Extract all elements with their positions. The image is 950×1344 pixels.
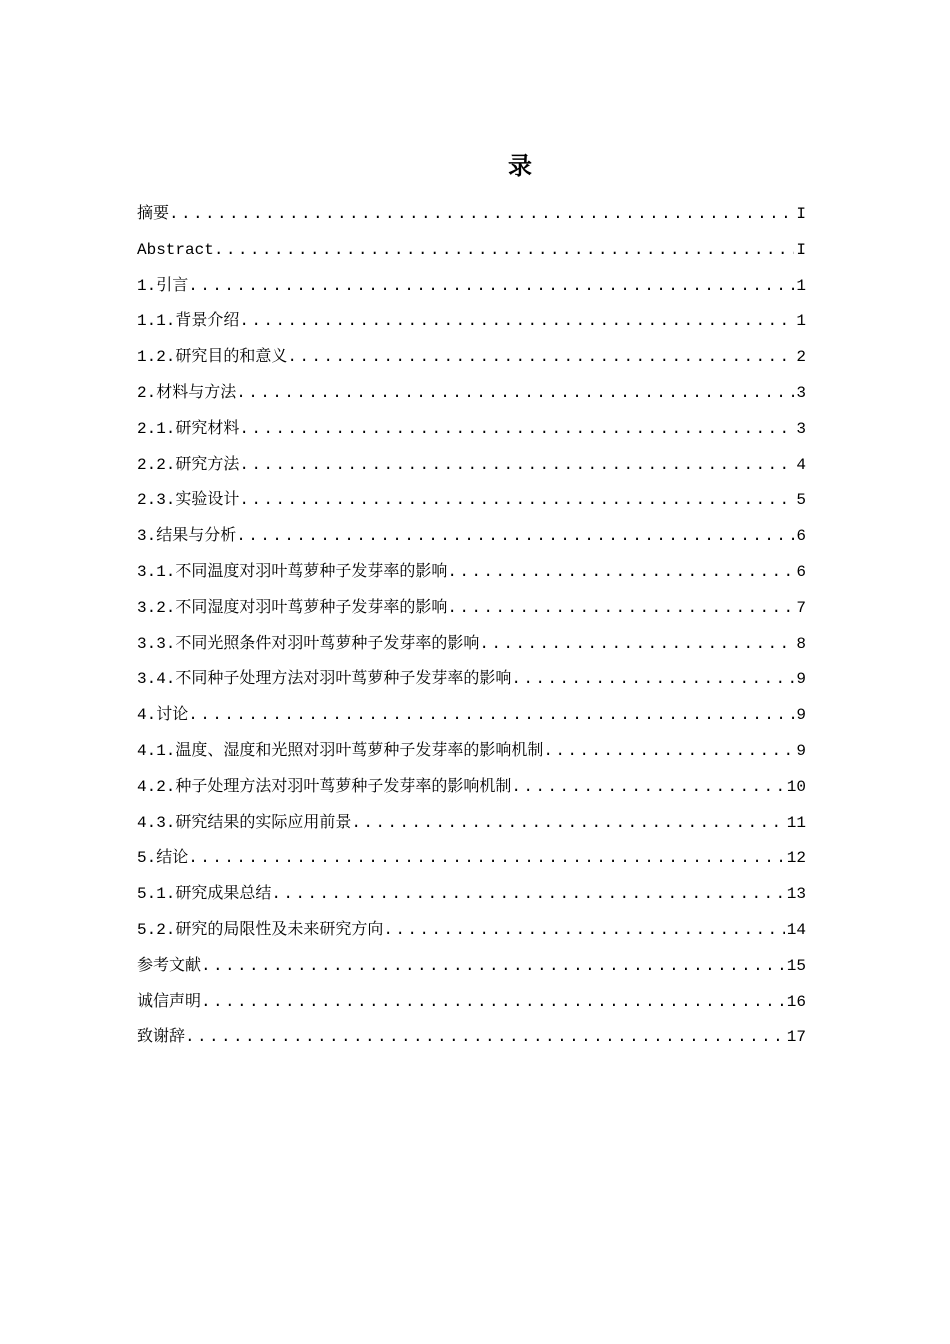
- dot-leader: [214, 238, 795, 262]
- toc-entry-page: 2: [796, 348, 806, 367]
- toc-entry-page: 17: [786, 1028, 806, 1047]
- toc-entry-label: 3.2.不同湿度对羽叶茑萝种子发芽率的影响: [137, 598, 448, 617]
- toc-entry-page: 7: [796, 598, 806, 617]
- toc-entry[interactable]: [137, 882, 806, 918]
- toc-entry-label: 4.2.种子处理方法对羽叶茑萝种子发芽率的影响机制: [137, 777, 512, 796]
- toc-entry[interactable]: [137, 811, 806, 847]
- dot-leader: [169, 202, 794, 226]
- toc-entry[interactable]: [137, 488, 806, 524]
- toc-entry-page: 12: [786, 849, 806, 868]
- toc-entry-label: 5.结论: [137, 849, 189, 868]
- toc-entry-label: 4.讨论: [137, 706, 189, 725]
- dot-leader: [511, 775, 784, 799]
- dot-leader: [239, 488, 794, 512]
- dot-leader: [543, 739, 794, 763]
- dot-leader: [201, 954, 785, 978]
- toc-entry-label: 5.1.研究成果总结: [137, 885, 272, 904]
- dot-leader: [447, 560, 794, 584]
- toc-title: 录: [508, 152, 532, 180]
- toc-entry[interactable]: [137, 381, 806, 417]
- dot-leader: [188, 703, 794, 727]
- toc-entry[interactable]: [137, 739, 806, 775]
- dot-leader: [479, 632, 794, 656]
- toc-entry-label: 2.材料与方法: [137, 383, 237, 402]
- toc-entry-label: 1.1.背景介绍: [137, 312, 240, 331]
- toc-entry-page: 9: [796, 670, 806, 689]
- toc-entry-page: I: [796, 240, 806, 259]
- toc-entry[interactable]: [137, 560, 806, 596]
- toc-entry-page: 8: [796, 634, 806, 653]
- toc-entry-label: 3.4.不同种子处理方法对羽叶茑萝种子发芽率的影响: [137, 670, 512, 689]
- toc-entry[interactable]: [137, 524, 806, 560]
- toc-entry-label: 致谢辞: [137, 1028, 186, 1047]
- dot-leader: [383, 918, 784, 942]
- toc-entry-page: 9: [796, 741, 806, 760]
- toc-entry[interactable]: [137, 632, 806, 668]
- dot-leader: [239, 453, 794, 477]
- dot-leader: [287, 345, 794, 369]
- toc-entry[interactable]: [137, 846, 806, 882]
- table-of-contents: [137, 202, 806, 1061]
- toc-entry-label: 2.2.研究方法: [137, 455, 240, 474]
- dot-leader: [351, 811, 784, 835]
- dot-leader: [447, 596, 794, 620]
- toc-entry-page: 16: [786, 992, 806, 1011]
- toc-entry-label: 3.结果与分析: [137, 527, 237, 546]
- dot-leader: [236, 381, 794, 405]
- dot-leader: [239, 309, 794, 333]
- toc-entry[interactable]: [137, 990, 806, 1026]
- dot-leader: [188, 274, 794, 298]
- toc-entry-page: 3: [796, 419, 806, 438]
- toc-entry-page: 1: [796, 312, 806, 331]
- toc-entry[interactable]: [137, 703, 806, 739]
- toc-entry-page: 10: [786, 777, 806, 796]
- dot-leader: [201, 990, 785, 1014]
- toc-entry-label: 1.2.研究目的和意义: [137, 348, 288, 367]
- toc-entry-page: 6: [796, 527, 806, 546]
- toc-entry[interactable]: [137, 667, 806, 703]
- toc-entry-page: 5: [796, 491, 806, 510]
- toc-entry-label: Abstract: [137, 240, 214, 259]
- toc-entry-label: 4.3.研究结果的实际应用前景: [137, 813, 352, 832]
- toc-entry[interactable]: [137, 775, 806, 811]
- toc-entry-label: 3.3.不同光照条件对羽叶茑萝种子发芽率的影响: [137, 634, 480, 653]
- toc-entry-label: 参考文献: [137, 956, 202, 975]
- toc-entry-page: 9: [796, 706, 806, 725]
- toc-entry-label: 4.1.温度、湿度和光照对羽叶茑萝种子发芽率的影响机制: [137, 741, 544, 760]
- toc-entry[interactable]: [137, 238, 806, 274]
- toc-entry-label: 摘要: [137, 205, 170, 223]
- toc-entry-page: 13: [786, 885, 806, 904]
- toc-entry-page: 1: [796, 276, 806, 295]
- toc-entry[interactable]: [137, 345, 806, 381]
- toc-entry-label: 1.引言: [137, 276, 189, 295]
- toc-entry[interactable]: [137, 453, 806, 489]
- toc-entry-page: 11: [786, 813, 806, 832]
- toc-entry-page: 14: [786, 920, 806, 939]
- dot-leader: [236, 524, 794, 548]
- toc-entry[interactable]: [137, 1025, 806, 1061]
- toc-entry[interactable]: [137, 417, 806, 453]
- toc-entry[interactable]: [137, 918, 806, 954]
- dot-leader: [188, 846, 785, 870]
- toc-entry-label: 5.2.研究的局限性及未来研究方向: [137, 920, 384, 939]
- toc-entry[interactable]: [137, 274, 806, 310]
- toc-entry-label: 2.3.实验设计: [137, 491, 240, 510]
- toc-entry-page: 15: [786, 956, 806, 975]
- toc-entry-page: 4: [796, 455, 806, 474]
- toc-entry-page: 6: [796, 562, 806, 581]
- toc-entry-label: 诚信声明: [137, 992, 202, 1011]
- toc-entry[interactable]: [137, 596, 806, 632]
- toc-entry-page: 3: [796, 383, 806, 402]
- toc-entry-page: I: [796, 205, 806, 223]
- toc-entry[interactable]: [137, 202, 806, 238]
- toc-entry[interactable]: [137, 309, 806, 345]
- dot-leader: [511, 667, 794, 691]
- dot-leader: [185, 1025, 785, 1049]
- toc-entry-label: 2.1.研究材料: [137, 419, 240, 438]
- dot-leader: [271, 882, 784, 906]
- toc-entry[interactable]: [137, 954, 806, 990]
- toc-entry-label: 3.1.不同温度对羽叶茑萝种子发芽率的影响: [137, 562, 448, 581]
- dot-leader: [239, 417, 794, 441]
